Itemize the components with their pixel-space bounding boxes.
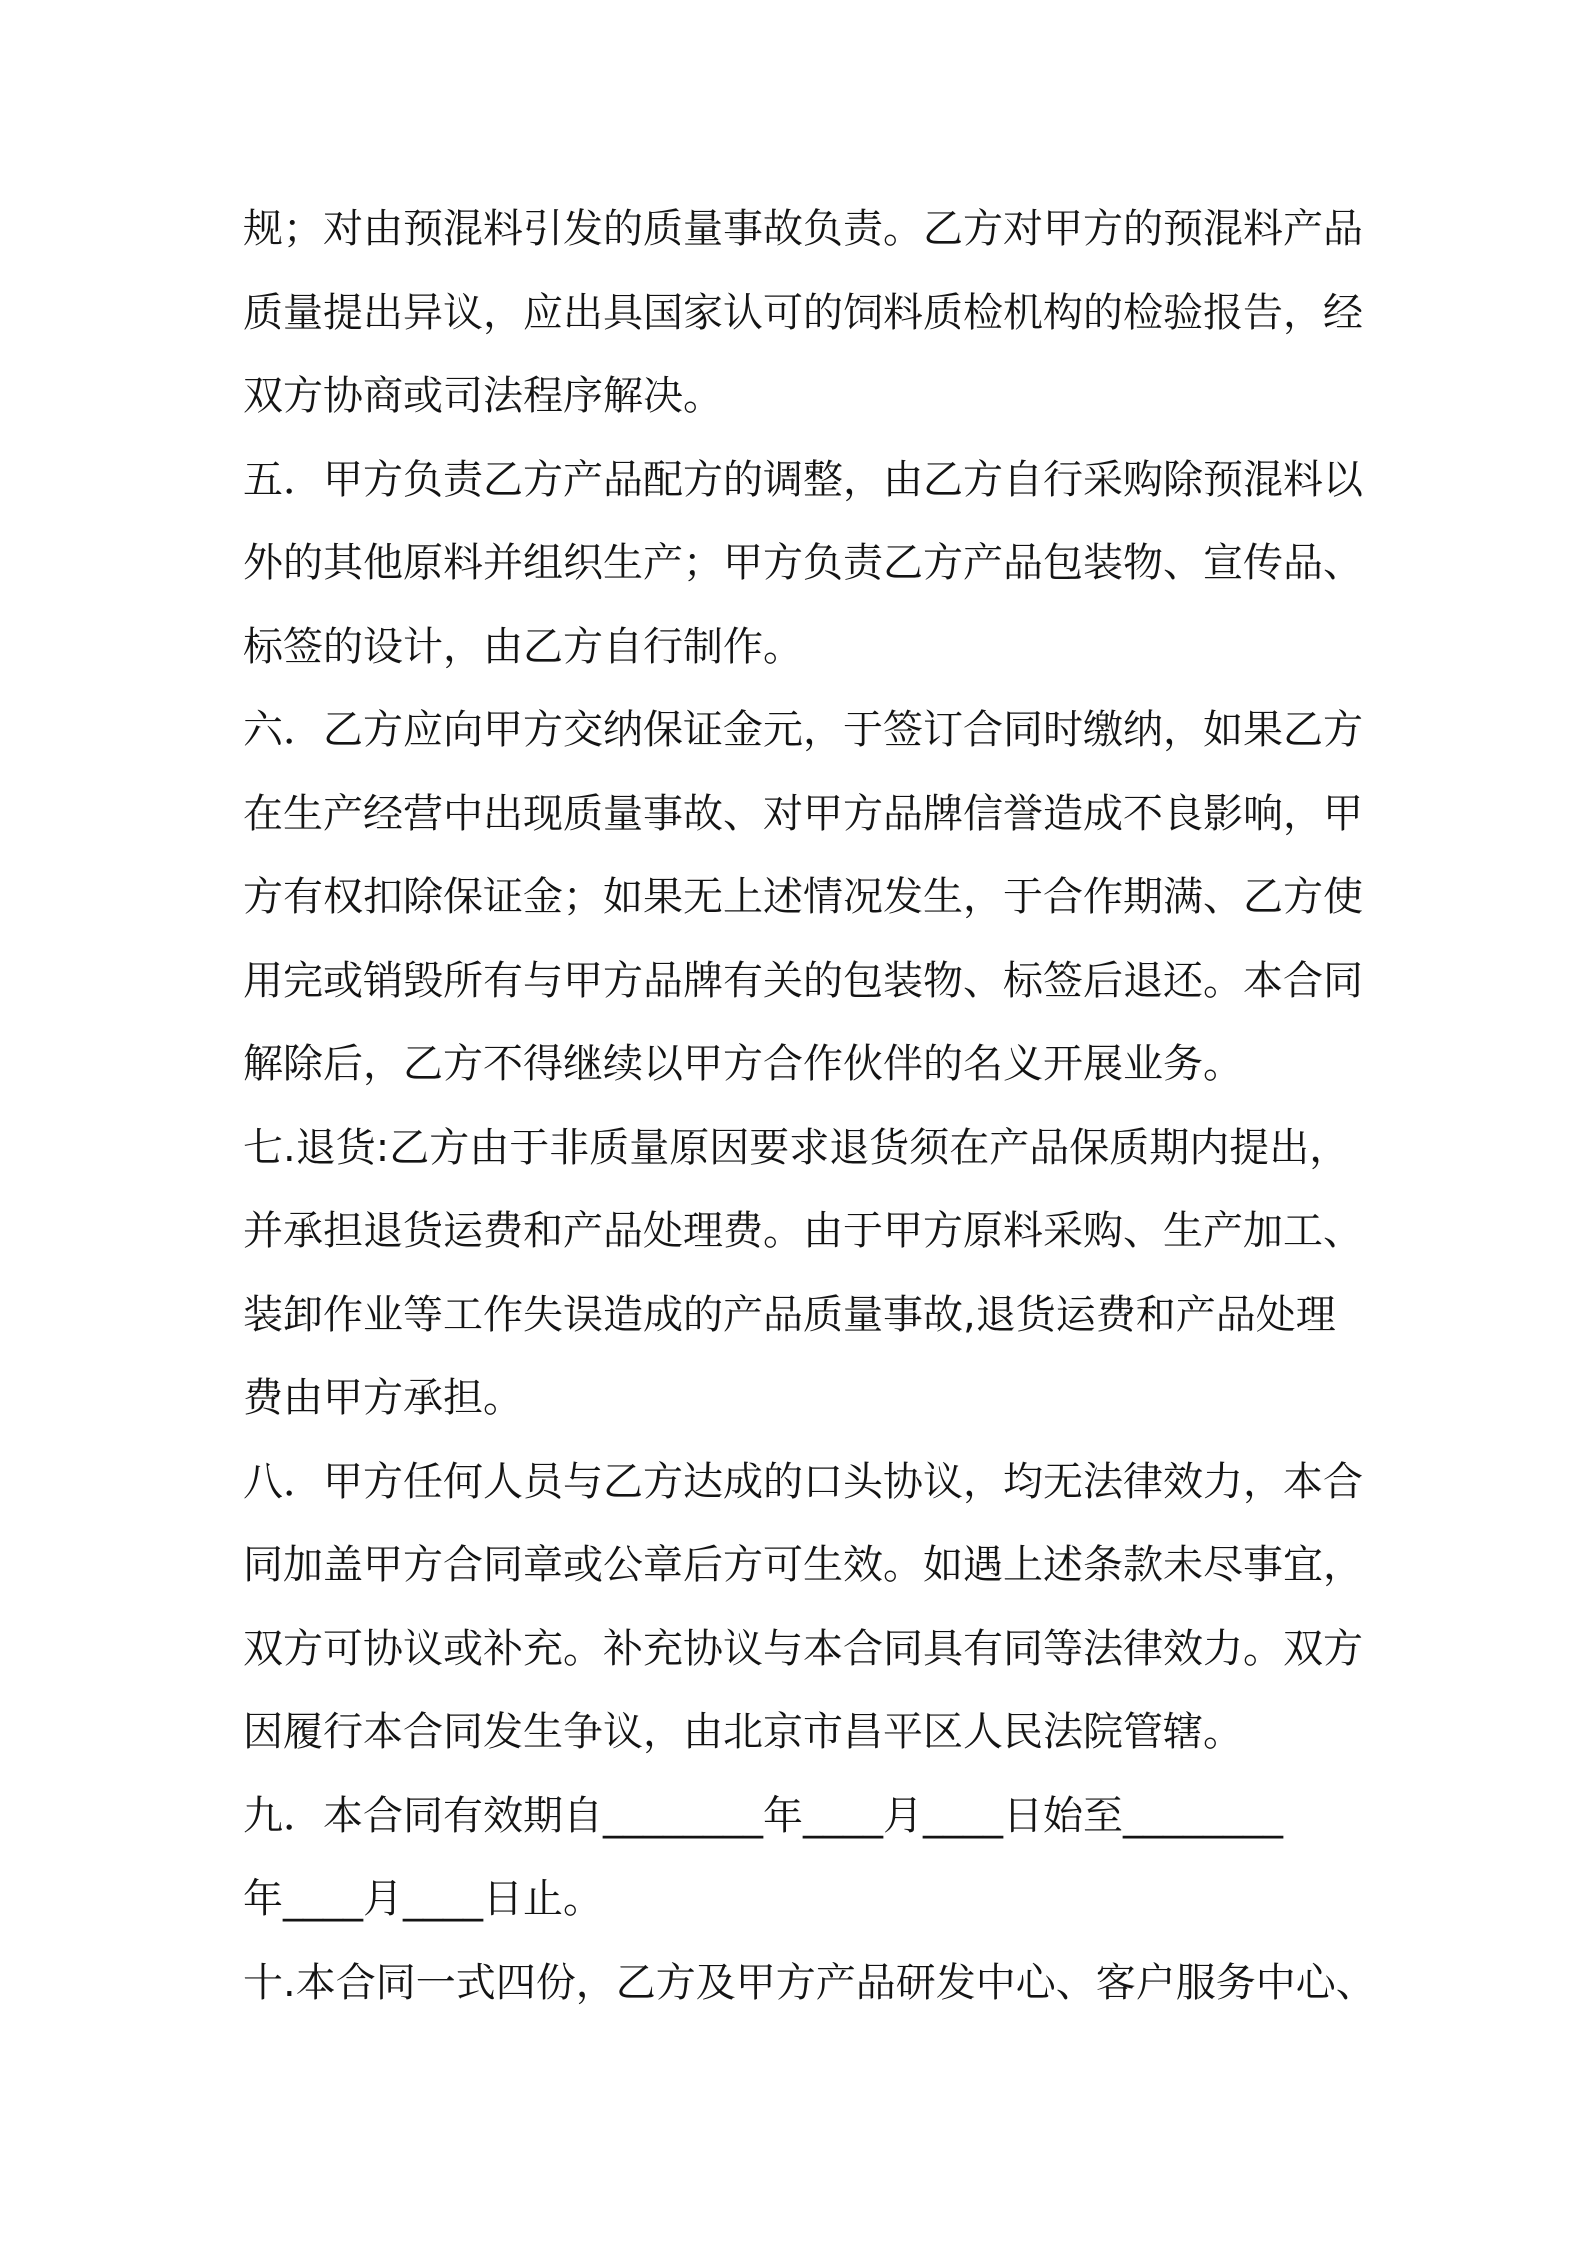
text-line: 方有权扣除保证金；如果无上述情况发生，于合作期满、乙方使 (243, 874, 1363, 920)
text-line: 规；对由预混料引发的质量事故负责。乙方对甲方的预混料产品 (243, 206, 1363, 252)
clause-7-line: 七.退货:乙方由于非质量原因要求退货须在产品保质期内提出， (243, 1124, 1350, 1171)
text-line: 因履行本合同发生争议，由北京市昌平区人民法院管辖。 (243, 1709, 1243, 1755)
text-line: 外的其他原料并组织生产；甲方负责乙方产品包装物、宣传品、 (243, 540, 1363, 586)
clause-5-line: 五．甲方负责乙方产品配方的调整，由乙方自行采购除预混料以 (243, 456, 1363, 503)
text-line: 年____月____日止。 (243, 1876, 603, 1922)
text-line: 费由甲方承担。 (243, 1375, 523, 1421)
clause-9-line: 九．本合同有效期自________年____月____日始至________ (243, 1792, 1283, 1839)
contract-body (243, 188, 1376, 2025)
text-line: 双方可协议或补充。补充协议与本合同具有同等法律效力。双方 (243, 1625, 1363, 1672)
text-line: 并承担退货运费和产品处理费。由于甲方原料采购、生产加工、 (243, 1208, 1363, 1254)
text-line: 解除后，乙方不得继续以甲方合作伙伴的名义开展业务。 (243, 1041, 1243, 1087)
text-line: 装卸作业等工作失误造成的产品质量事故,退货运费和产品处理 (243, 1291, 1336, 1338)
clause-6-line: 六．乙方应向甲方交纳保证金元，于签订合同时缴纳，如果乙方 (243, 707, 1363, 753)
text-line: 同加盖甲方合同章或公章后方可生效。如遇上述条款未尽事宜， (243, 1542, 1363, 1588)
text-line: 用完或销毁所有与甲方品牌有关的包装物、标签后退还。本合同 (243, 957, 1363, 1004)
text-line: 质量提出异议，应出具国家认可的饲料质检机构的检验报告，经 (243, 289, 1363, 336)
text-line: 在生产经营中出现质量事故、对甲方品牌信誉造成不良影响，甲 (243, 790, 1363, 837)
clause-10-line: 十.本合同一式四份，乙方及甲方产品研发中心、客户服务中心、 (243, 1959, 1376, 2006)
clause-8-line: 八．甲方任何人员与乙方达成的口头协议，均无法律效力，本合 (243, 1458, 1363, 1505)
text-line: 双方协商或司法程序解决。 (243, 373, 723, 419)
text-line: 标签的设计，由乙方自行制作。 (243, 623, 803, 670)
